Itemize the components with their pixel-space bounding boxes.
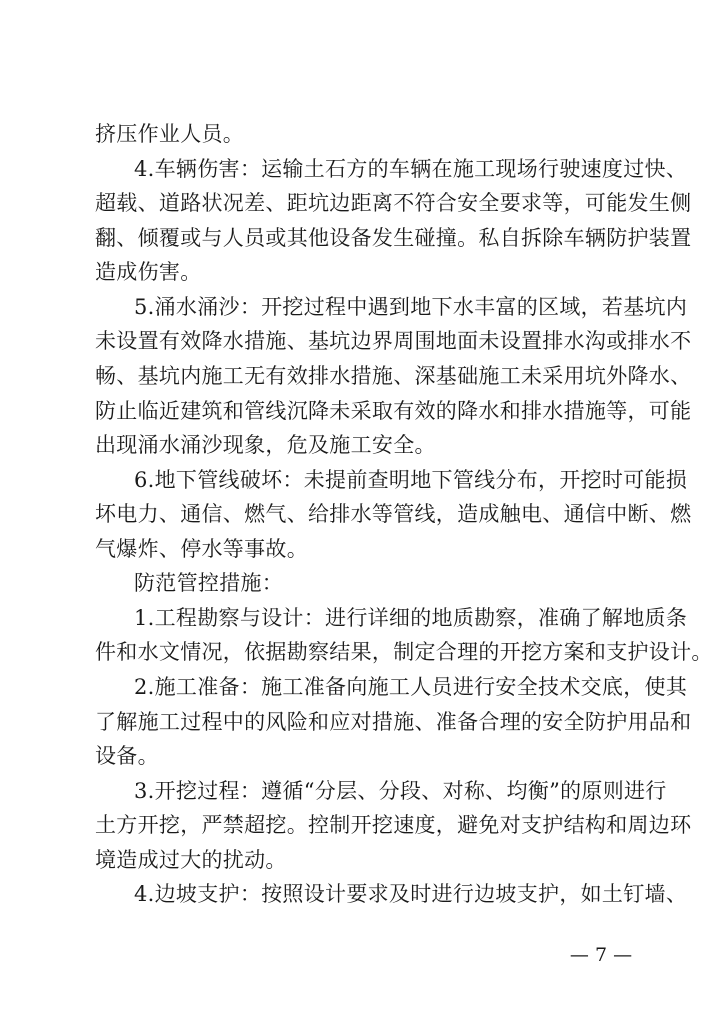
text-line: 防止临近建筑和管线沉降未采取有效的降水和排水措施等，可能: [95, 399, 692, 423]
text-line: 5.涌水涌沙：开挖过程中遇到地下水丰富的区域，若基坑内: [134, 295, 688, 319]
text-line: 造成伤害。: [95, 260, 202, 284]
text-line: 境造成过大的扰动。: [95, 848, 287, 872]
text-line: 4.车辆伤害：运输土石方的车辆在施工现场行驶速度过快、: [134, 157, 688, 181]
text-line: 翻、倾覆或与人员或其他设备发生碰撞。私自拆除车辆防护装置: [95, 226, 692, 250]
text-line: 1.工程勘察与设计：进行详细的地质勘察，准确了解地质条: [134, 606, 688, 630]
text-line: 设备。: [95, 744, 159, 768]
text-line: 3.开挖过程：遵循“分层、分段、对称、均衡”的原则进行: [134, 779, 667, 803]
text-line: 挤压作业人员。: [95, 122, 245, 146]
section-heading: 防范管控措施：: [134, 571, 284, 595]
text-line: 了解施工过程中的风险和应对措施、准备合理的安全防护用品和: [95, 710, 692, 734]
text-line: 土方开挖，严禁超挖。控制开挖速度，避免对支护结构和周边环: [95, 813, 692, 837]
text-line: 超载、道路状况差、距坑边距离不符合安全要求等，可能发生侧: [95, 191, 692, 215]
text-line: 畅、基坑内施工无有效排水措施、深基础施工未采用坑外降水、: [95, 364, 692, 388]
text-line: 6.地下管线破坏：未提前查明地下管线分布，开挖时可能损: [134, 468, 688, 492]
text-line: 气爆炸、停水等事故。: [95, 537, 308, 561]
text-line: 坏电力、通信、燃气、给排水等管线，造成触电、通信中断、燃: [95, 502, 692, 526]
text-line: 出现涌水涌沙现象，危及施工安全。: [95, 433, 436, 457]
text-line: 件和水文情况，依据勘察结果，制定合理的开挖方案和支护设计。: [95, 640, 713, 664]
page-number: — 7 —: [569, 944, 633, 966]
text-line: 2.施工准备：施工准备向施工人员进行安全技术交底，使其: [134, 675, 688, 699]
text-line: 未设置有效降水措施、基坑边界周围地面未设置排水沟或排水不: [95, 329, 692, 353]
text-line: 4.边坡支护：按照设计要求及时进行边坡支护，如土钉墙、: [134, 882, 688, 906]
